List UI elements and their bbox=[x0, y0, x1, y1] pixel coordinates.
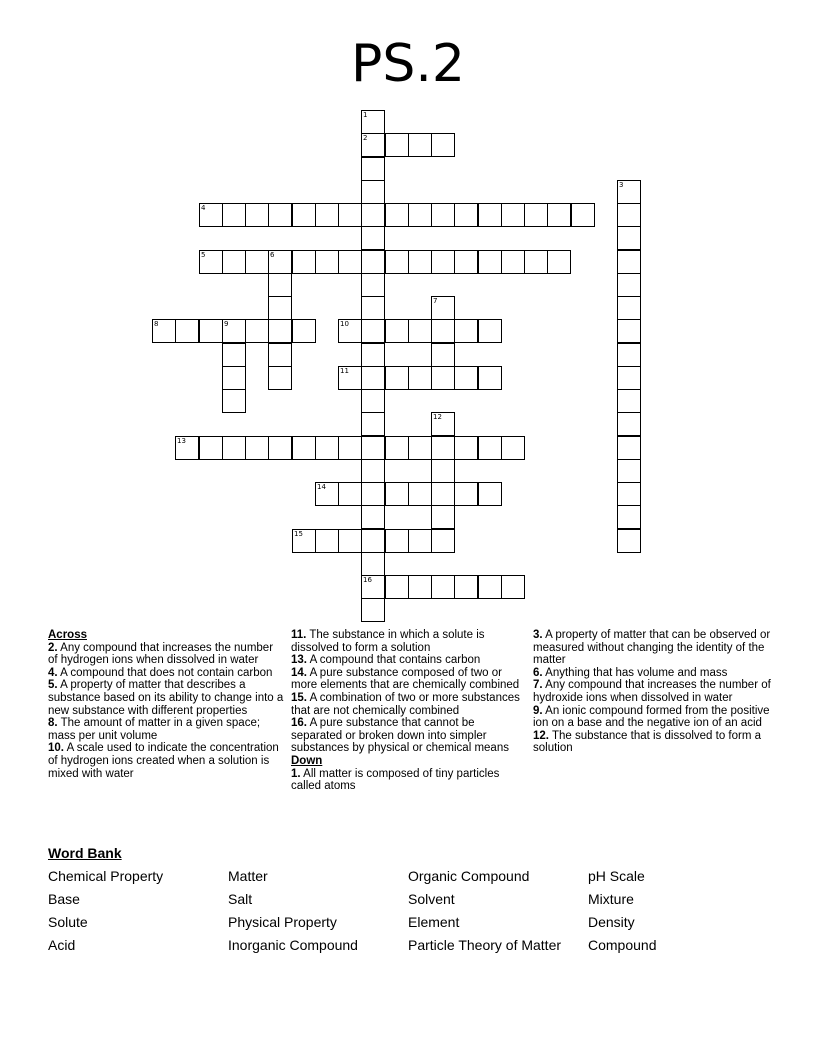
clue-down-1: 1. All matter is composed of tiny particles called atoms bbox=[291, 767, 500, 793]
clue-across-14: 14. A pure substance composed of two or more elements that are chemically combined bbox=[291, 666, 520, 692]
grid-cell[interactable] bbox=[501, 250, 525, 274]
grid-cell[interactable] bbox=[408, 250, 432, 274]
grid-cell[interactable] bbox=[431, 436, 455, 460]
cell-number: 5 bbox=[201, 251, 206, 259]
clue-across-13: 13. A compound that contains carbon bbox=[291, 654, 481, 667]
grid-cell[interactable] bbox=[385, 436, 409, 460]
clue-down-9: 9. An ionic compound formed from the positive ion on a base and the negative ion of an acid bbox=[533, 704, 770, 730]
grid-cell[interactable] bbox=[478, 203, 502, 227]
cell-number: 2 bbox=[363, 134, 368, 142]
word-bank-item: Density bbox=[588, 914, 635, 930]
grid-cell[interactable] bbox=[315, 203, 339, 227]
word-bank-item: Particle Theory of Matter bbox=[408, 937, 562, 953]
grid-cell[interactable] bbox=[268, 436, 292, 460]
grid-cell[interactable] bbox=[292, 529, 316, 553]
cell-number: 1 bbox=[363, 111, 368, 119]
grid-cell[interactable] bbox=[617, 203, 641, 227]
grid-cell[interactable] bbox=[361, 366, 385, 390]
grid-cell[interactable] bbox=[571, 203, 595, 227]
grid-cell[interactable] bbox=[338, 482, 362, 506]
grid-cell[interactable] bbox=[268, 203, 292, 227]
grid-cell[interactable] bbox=[268, 273, 292, 297]
clue-across-11: 11. The substance in which a solute is dissolved to form a solution bbox=[291, 629, 485, 654]
grid-cell[interactable] bbox=[408, 575, 432, 599]
grid-cell[interactable] bbox=[617, 529, 641, 553]
word-bank-item: Solute bbox=[48, 914, 88, 930]
grid-cell[interactable] bbox=[175, 319, 199, 343]
grid-cell[interactable] bbox=[338, 203, 362, 227]
word-bank-item: Matter bbox=[228, 868, 268, 884]
cell-number: 3 bbox=[619, 181, 624, 189]
grid-cell[interactable] bbox=[361, 529, 385, 553]
grid-cell[interactable] bbox=[617, 366, 641, 390]
grid-cell[interactable] bbox=[245, 436, 269, 460]
clue-across-8: 8. The amount of matter in a given space; mass per unit volume bbox=[48, 717, 261, 742]
cell-number: 8 bbox=[154, 320, 159, 328]
word-bank-heading: Word Bank bbox=[48, 845, 122, 861]
grid-cell[interactable] bbox=[361, 133, 385, 157]
grid-cell[interactable] bbox=[385, 575, 409, 599]
word-bank-item: Solvent bbox=[408, 891, 455, 907]
clue-across-2: 2. Any compound that increases the number of hydrogen ions when dissolved in water bbox=[48, 641, 274, 667]
grid-cell[interactable] bbox=[222, 343, 246, 367]
grid-cell[interactable] bbox=[361, 203, 385, 227]
grid-cell[interactable] bbox=[292, 319, 316, 343]
grid-cell[interactable] bbox=[478, 250, 502, 274]
grid-cell[interactable] bbox=[268, 366, 292, 390]
grid-cell[interactable] bbox=[431, 133, 455, 157]
grid-cell[interactable] bbox=[315, 250, 339, 274]
grid-cell[interactable] bbox=[617, 296, 641, 320]
grid-cell[interactable] bbox=[617, 482, 641, 506]
grid-cell[interactable] bbox=[524, 203, 548, 227]
grid-cell[interactable] bbox=[361, 296, 385, 320]
across-heading: Across bbox=[48, 629, 87, 641]
cell-number: 6 bbox=[270, 251, 275, 259]
word-bank-item: Organic Compound bbox=[408, 868, 530, 884]
cell-number: 14 bbox=[317, 483, 326, 491]
grid-cell[interactable] bbox=[431, 250, 455, 274]
grid-cell[interactable] bbox=[222, 319, 246, 343]
grid-cell[interactable] bbox=[268, 250, 292, 274]
word-bank-item: Base bbox=[48, 891, 80, 907]
grid-cell[interactable] bbox=[408, 366, 432, 390]
grid-cell[interactable] bbox=[245, 319, 269, 343]
grid-cell[interactable] bbox=[408, 203, 432, 227]
cell-number: 16 bbox=[363, 576, 372, 584]
down-heading: Down bbox=[291, 754, 323, 767]
clues-column-3 bbox=[533, 629, 773, 755]
grid-cell[interactable] bbox=[245, 250, 269, 274]
cell-number: 10 bbox=[340, 320, 349, 328]
grid-cell[interactable] bbox=[408, 482, 432, 506]
grid-cell[interactable] bbox=[361, 389, 385, 413]
grid-cell[interactable] bbox=[315, 482, 339, 506]
cell-number: 7 bbox=[433, 297, 438, 305]
cell-number: 12 bbox=[433, 413, 442, 421]
grid-cell[interactable] bbox=[361, 180, 385, 204]
grid-cell[interactable] bbox=[408, 436, 432, 460]
grid-cell[interactable] bbox=[361, 552, 385, 576]
grid-cell[interactable] bbox=[222, 389, 246, 413]
cell-number: 11 bbox=[340, 367, 349, 375]
grid-cell[interactable] bbox=[617, 412, 641, 436]
grid-cell[interactable] bbox=[617, 505, 641, 529]
grid-cell[interactable] bbox=[361, 319, 385, 343]
grid-cell[interactable] bbox=[454, 319, 478, 343]
grid-cell[interactable] bbox=[431, 319, 455, 343]
grid-cell[interactable] bbox=[152, 319, 176, 343]
grid-cell[interactable] bbox=[175, 436, 199, 460]
grid-cell[interactable] bbox=[361, 412, 385, 436]
grid-cell[interactable] bbox=[454, 250, 478, 274]
grid-cell[interactable] bbox=[361, 273, 385, 297]
grid-cell[interactable] bbox=[292, 250, 316, 274]
grid-cell[interactable] bbox=[361, 575, 385, 599]
grid-cell[interactable] bbox=[361, 343, 385, 367]
word-bank-item: Physical Property bbox=[228, 914, 337, 930]
grid-cell[interactable] bbox=[385, 250, 409, 274]
clues-column-1 bbox=[48, 629, 284, 780]
grid-cell[interactable] bbox=[338, 529, 362, 553]
grid-cell[interactable] bbox=[478, 319, 502, 343]
grid-cell[interactable] bbox=[338, 436, 362, 460]
grid-cell[interactable] bbox=[478, 482, 502, 506]
word-bank-item: Acid bbox=[48, 937, 76, 953]
grid-cell[interactable] bbox=[385, 203, 409, 227]
grid-cell[interactable] bbox=[385, 366, 409, 390]
grid-cell[interactable] bbox=[501, 436, 525, 460]
grid-cell[interactable] bbox=[454, 482, 478, 506]
grid-cell[interactable] bbox=[338, 319, 362, 343]
grid-cell[interactable] bbox=[524, 250, 548, 274]
grid-cell[interactable] bbox=[431, 412, 455, 436]
grid-cell[interactable] bbox=[361, 482, 385, 506]
grid-cell[interactable] bbox=[454, 575, 478, 599]
grid-cell[interactable] bbox=[617, 343, 641, 367]
grid-cell[interactable] bbox=[617, 250, 641, 274]
grid-cell[interactable] bbox=[385, 319, 409, 343]
grid-cell[interactable] bbox=[361, 110, 385, 134]
grid-cell[interactable] bbox=[501, 575, 525, 599]
page-title: PS.2 bbox=[351, 34, 465, 94]
grid-cell[interactable] bbox=[292, 203, 316, 227]
grid-cell[interactable] bbox=[315, 436, 339, 460]
grid-cell[interactable] bbox=[361, 598, 385, 622]
grid-cell[interactable] bbox=[617, 436, 641, 460]
grid-cell[interactable] bbox=[361, 505, 385, 529]
cell-number: 15 bbox=[294, 530, 303, 538]
grid-cell[interactable] bbox=[222, 203, 246, 227]
grid-cell[interactable] bbox=[199, 203, 223, 227]
grid-cell[interactable] bbox=[385, 482, 409, 506]
grid-cell[interactable] bbox=[454, 436, 478, 460]
grid-cell[interactable] bbox=[361, 459, 385, 483]
word-bank-item: pH Scale bbox=[588, 868, 645, 884]
grid-cell[interactable] bbox=[222, 250, 246, 274]
grid-cell[interactable] bbox=[478, 436, 502, 460]
cell-number: 9 bbox=[224, 320, 229, 328]
grid-cell[interactable] bbox=[617, 459, 641, 483]
clue-across-10: 10. A scale used to indicate the concentration of hydrogen ions created when a solution is mixed with water bbox=[48, 742, 279, 780]
grid-cell[interactable] bbox=[454, 366, 478, 390]
grid-cell[interactable] bbox=[292, 436, 316, 460]
grid-cell[interactable] bbox=[199, 436, 223, 460]
grid-cell[interactable] bbox=[222, 436, 246, 460]
grid-cell[interactable] bbox=[361, 157, 385, 181]
clue-down-3: 3. A property of matter that can be observed or measured without changing the identity of the matter bbox=[533, 629, 771, 667]
grid-cell[interactable] bbox=[478, 575, 502, 599]
clues-column-2 bbox=[291, 629, 523, 793]
word-bank-item: Inorganic Compound bbox=[228, 937, 358, 953]
grid-cell[interactable] bbox=[617, 226, 641, 250]
clue-across-15: 15. A combination of two or more substances that are not chemically combined bbox=[291, 691, 520, 717]
grid-cell[interactable] bbox=[501, 203, 525, 227]
grid-cell[interactable] bbox=[617, 273, 641, 297]
grid-cell[interactable] bbox=[617, 180, 641, 204]
grid-cell[interactable] bbox=[338, 366, 362, 390]
grid-cell[interactable] bbox=[385, 133, 409, 157]
grid-cell[interactable] bbox=[617, 389, 641, 413]
grid-cell[interactable] bbox=[454, 203, 478, 227]
grid-cell[interactable] bbox=[222, 366, 246, 390]
clue-down-6: 6. Anything that has volume and mass bbox=[533, 666, 728, 679]
grid-cell[interactable] bbox=[199, 319, 223, 343]
grid-cell[interactable] bbox=[315, 529, 339, 553]
clue-across-5: 5. A property of matter that describes a substance based on its ability to change into a new substance with different properties bbox=[48, 679, 284, 717]
grid-cell[interactable] bbox=[338, 250, 362, 274]
word-bank-item: Element bbox=[408, 914, 460, 930]
grid-cell[interactable] bbox=[478, 366, 502, 390]
grid-cell[interactable] bbox=[268, 343, 292, 367]
clue-across-16: 16. A pure substance that cannot be separated or broken down into simpler substances by physical or chemical means bbox=[291, 717, 509, 755]
clue-down-12: 12. The substance that is dissolved to form a solution bbox=[533, 729, 762, 755]
grid-cell[interactable] bbox=[431, 505, 455, 529]
grid-cell[interactable] bbox=[361, 226, 385, 250]
cell-number: 4 bbox=[201, 204, 206, 212]
word-bank-item: Mixture bbox=[588, 891, 634, 907]
cell-number: 13 bbox=[177, 437, 186, 445]
grid-cell[interactable] bbox=[431, 529, 455, 553]
grid-cell[interactable] bbox=[431, 366, 455, 390]
grid-cell[interactable] bbox=[199, 250, 223, 274]
grid-cell[interactable] bbox=[408, 133, 432, 157]
grid-cell[interactable] bbox=[431, 482, 455, 506]
grid-cell[interactable] bbox=[361, 250, 385, 274]
word-bank-item: Compound bbox=[588, 937, 657, 953]
grid-cell[interactable] bbox=[245, 203, 269, 227]
grid-cell[interactable] bbox=[547, 203, 571, 227]
grid-cell[interactable] bbox=[268, 319, 292, 343]
grid-cell[interactable] bbox=[385, 529, 409, 553]
grid-cell[interactable] bbox=[268, 296, 292, 320]
grid-cell[interactable] bbox=[431, 203, 455, 227]
grid-cell[interactable] bbox=[431, 296, 455, 320]
grid-cell[interactable] bbox=[617, 319, 641, 343]
grid-cell[interactable] bbox=[547, 250, 571, 274]
grid-cell[interactable] bbox=[431, 343, 455, 367]
word-bank-item: Chemical Property bbox=[48, 868, 164, 884]
word-bank-item: Salt bbox=[228, 891, 253, 907]
grid-cell[interactable] bbox=[431, 575, 455, 599]
clue-across-4: 4. A compound that does not contain carbon bbox=[48, 666, 273, 679]
grid-cell[interactable] bbox=[408, 529, 432, 553]
grid-cell[interactable] bbox=[361, 436, 385, 460]
grid-cell[interactable] bbox=[408, 319, 432, 343]
grid-cell[interactable] bbox=[431, 459, 455, 483]
clue-down-7: 7. Any compound that increases the number of hydroxide ions when dissolved in water bbox=[533, 679, 771, 704]
